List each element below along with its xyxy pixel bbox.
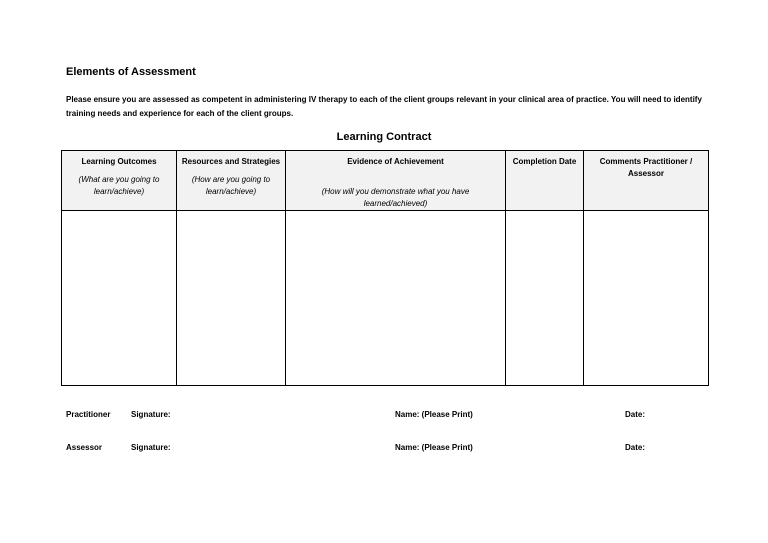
column-title: Resources and Strategies [181, 157, 281, 166]
intro-text: Please ensure you are assessed as competent in administering IV therapy to each of the client groups relevant in your clinical area of practice. You will need to identify training needs and experience for each of the client groups. [66, 95, 702, 118]
date-label: Date: [625, 410, 646, 419]
table-row [62, 211, 709, 386]
role-label: Practitioner [66, 410, 111, 419]
column-header-evidence-of-achievement [286, 151, 506, 211]
contract-title: Learning Contract [336, 131, 432, 143]
column-title: Learning Outcomes [81, 157, 157, 166]
column-subtitle: (How will you demonstrate what you have learned/achieved) [321, 187, 470, 208]
completion-date-cell[interactable] [506, 211, 584, 386]
resources-strategies-cell[interactable] [177, 211, 286, 386]
name-label: Name: (Please Print) [395, 410, 473, 419]
column-header-comments [584, 151, 709, 211]
column-subtitle: (What are you going to learn/achieve) [78, 175, 160, 196]
table-header-row [62, 151, 709, 211]
learning-outcomes-cell[interactable] [62, 211, 177, 386]
signature-label: Signature: [131, 443, 171, 452]
column-title: Evidence of Achievement [347, 157, 444, 166]
column-header-learning-outcomes [62, 151, 177, 211]
name-label: Name: (Please Print) [395, 443, 473, 452]
column-subtitle: (How are you going to learn/achieve) [191, 175, 271, 196]
date-label: Date: [625, 443, 646, 452]
assessor-signature-row [0, 443, 768, 457]
practitioner-signature-row [0, 410, 768, 424]
column-title: Completion Date [512, 157, 577, 166]
column-title: Comments Practitioner / Assessor [599, 157, 693, 178]
learning-contract-table [61, 150, 709, 386]
page-heading: Elements of Assessment [66, 66, 196, 78]
comments-cell[interactable] [584, 211, 709, 386]
column-header-completion-date [506, 151, 584, 211]
column-header-resources-strategies [177, 151, 286, 211]
evidence-cell[interactable] [286, 211, 506, 386]
signature-label: Signature: [131, 410, 171, 419]
role-label: Assessor [66, 443, 103, 452]
